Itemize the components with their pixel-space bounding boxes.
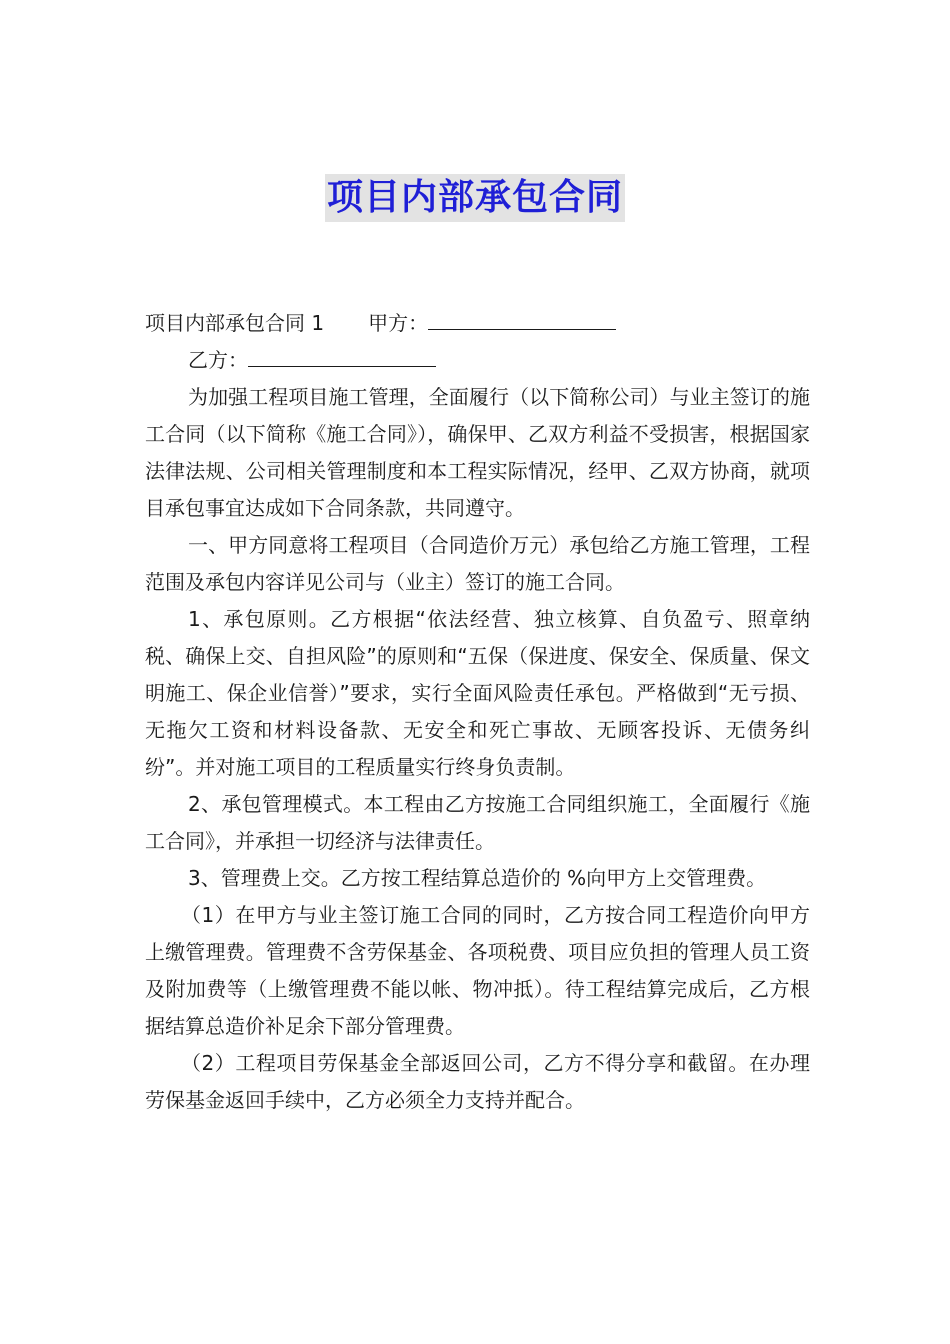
intro-paragraph: 为加强工程项目施工管理，全面履行（以下简称公司）与业主签订的施工合同（以下简称《施工合同》），确保甲、乙双方利益不受损害，根据国家法律法规、公司相关管理制度和本工程实际情况，经甲、乙双方协商，就项目承包事宜达成如下合同条款，共同遵守。 [145, 385, 810, 520]
sub-1-paragraph: （1）在甲方与业主签订施工合同的同时，乙方按合同工程造价向甲方上缴管理费。管理费不含劳保基金、各项税费、项目应负担的管理人员工资及附加费等（上缴管理费不能以帐、物冲抵）。待工程结算完成后，乙方根据结算总造价补足余下部分管理费。 [145, 903, 810, 1038]
section-1-paragraph: 一、甲方同意将工程项目（合同造价万元）承包给乙方施工管理，工程范围及承包内容详见公司与（业主）签订的施工合同。 [145, 533, 810, 594]
party-a-blank [428, 307, 616, 330]
item-2-paragraph: 2、承包管理模式。本工程由乙方按施工合同组织施工，全面履行《施工合同》，并承担一切经济与法律责任。 [145, 792, 810, 853]
party-b-label: 乙方： [188, 348, 248, 372]
party-a-label: 甲方： [368, 311, 429, 335]
title-container [0, 174, 950, 222]
item-3-paragraph: 3、管理费上交。乙方按工程结算总造价的 %向甲方上交管理费。 [188, 866, 767, 890]
header-line [145, 305, 810, 342]
document-title: 项目内部承包合同 [325, 174, 625, 222]
doc-name: 项目内部承包合同 1 [145, 311, 325, 335]
party-b-line [145, 342, 810, 379]
party-b-blank [248, 344, 436, 367]
document-body [145, 305, 810, 1119]
sub-2-paragraph: （2）工程项目劳保基金全部返回公司，乙方不得分享和截留。在办理劳保基金返回手续中，乙方必须全力支持并配合。 [145, 1051, 810, 1112]
item-1-paragraph: 1、承包原则。乙方根据“依法经营、独立核算、自负盈亏、照章纳税、确保上交、自担风险”的原则和“五保（保进度、保安全、保质量、保文明施工、保企业信誉）”要求，实行全面风险责任承包。严格做到“无亏损、无拖欠工资和材料设备款、无安全和死亡事故、无顾客投诉、无债务纠纷”。并对施工项目的工程质量实行终身负责制。 [145, 607, 810, 779]
